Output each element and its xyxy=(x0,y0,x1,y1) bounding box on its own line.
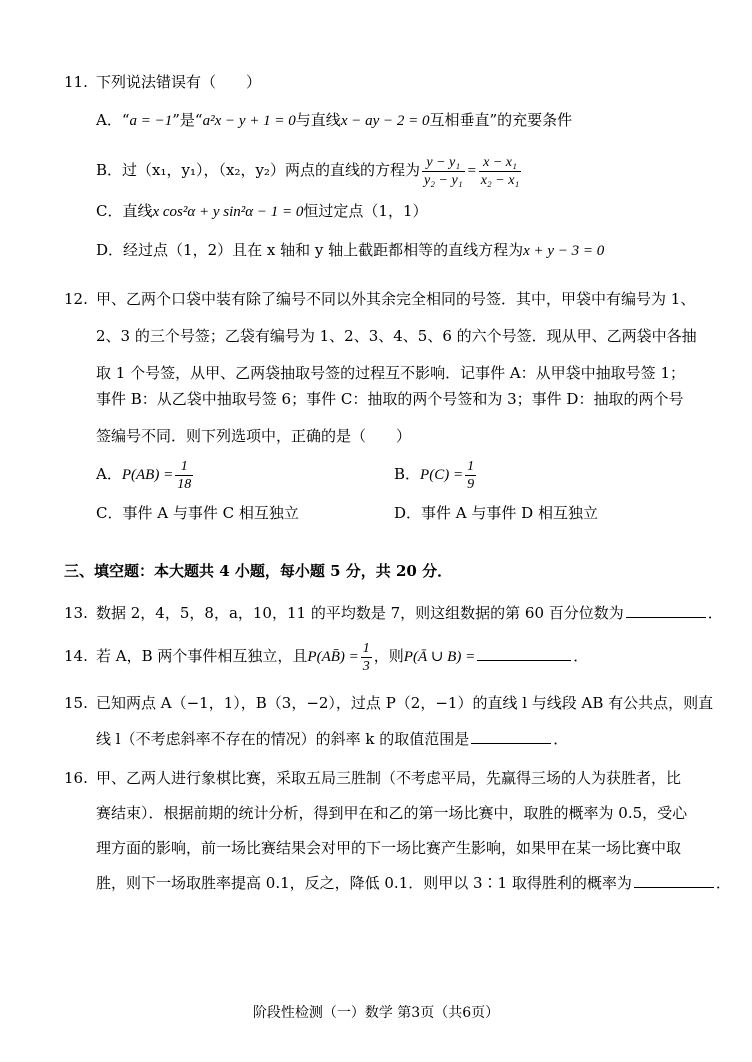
q14-text-1: 若 A，B 两个事件相互独立，且 xyxy=(96,647,308,665)
q14-answer-blank[interactable] xyxy=(477,646,571,661)
q12-number: 12. xyxy=(64,290,88,308)
q11-option-a-text-2: 与直线 xyxy=(295,111,341,129)
q11-option-c-label: C．直线 xyxy=(96,202,153,220)
q12-option-a-fraction xyxy=(175,458,193,493)
q12-line-1 xyxy=(64,289,695,309)
q11-number: 11. xyxy=(64,73,88,91)
q15-line-2 xyxy=(96,729,696,749)
q14-fraction xyxy=(361,640,372,675)
q12-option-a-label: A． xyxy=(96,465,122,483)
q11-option-b xyxy=(96,150,523,190)
q14-number: 14. xyxy=(64,647,88,665)
q12-option-d: D．事件 A 与事件 D 相互独立 xyxy=(394,504,598,522)
q11-stem xyxy=(64,72,261,92)
section-3-title: 三、填空题：本大题共 4 小题，每小题 5 分，共 20 分． xyxy=(64,562,453,580)
q11-option-b-fraction-2-numerator: x − x₁ xyxy=(479,154,522,172)
q16-number: 16. xyxy=(64,769,88,787)
q14-denominator: 3 xyxy=(362,658,370,674)
q11-option-b-fraction-2 xyxy=(479,154,522,189)
q12-option-c: C．事件 A 与事件 C 相互独立 xyxy=(96,504,299,522)
q13-text: 数据 2，4，5，8，a，10，11 的平均数是 7，则这组数据的第 60 百分位数为 xyxy=(96,604,624,622)
q12-option-b-label: B． xyxy=(394,465,421,483)
q12-option-b-fraction xyxy=(465,458,476,493)
q14-end: ． xyxy=(573,647,589,665)
q15-answer-blank[interactable] xyxy=(471,729,551,744)
q13-answer-blank[interactable] xyxy=(626,603,706,618)
q12-option-b-math: P(C) = xyxy=(420,467,464,483)
q11-option-d-math: x + y − 3 = 0 xyxy=(523,243,605,259)
q13-number: 13. xyxy=(64,604,88,622)
q12-line-5: 签编号不同．则下列选项中，正确的是（ ） xyxy=(96,427,412,445)
q11-option-a-text-3: 互相垂直”的充要条件 xyxy=(429,111,573,129)
q16-end: ． xyxy=(715,874,731,892)
q11-option-c-text: 恒过定点（1，1） xyxy=(303,202,428,220)
q12-option-a-numerator: 1 xyxy=(175,458,193,476)
q16-line-1 xyxy=(64,768,681,788)
q12-option-b-numerator: 1 xyxy=(467,458,475,474)
q11-option-d-text: D．经过点（1，2）且在 x 轴和 y 轴上截距都相等的直线方程为 xyxy=(96,241,524,259)
q15-text-2: 线 l（不考虑斜率不存在的情况）的斜率 k 的取值范围是 xyxy=(96,730,470,748)
q11-option-a-math-2: a²x − y + 1 = 0 xyxy=(202,113,296,129)
q16-text-4: 胜，则下一场取胜率提高 0.1，反之，降低 0.1．则甲以 3∶1 取得胜利的概率为 xyxy=(96,874,632,892)
q11-option-a-label: A．“ xyxy=(96,111,130,129)
q16-line-2: 赛结束）．根据前期的统计分析，得到甲在和乙的第一场比赛中，取胜的概率为 0.5，受心 xyxy=(96,804,688,822)
q12-text-1: 甲、乙两个口袋中装有除了编号不同以外其余完全相同的号签．其中，甲袋中有编号为 1、 xyxy=(96,290,696,308)
q11-option-b-equals: = xyxy=(466,163,477,179)
q11-option-b-fraction-1-denominator: y₂ − y₁ xyxy=(423,172,463,188)
q11-option-a-math-3: x − ay − 2 = 0 xyxy=(340,113,430,129)
q12-line-3: 取 1 个号签，从甲、乙两袋抽取号签的过程互不影响．记事件 A：从甲袋中抽取号签 1； xyxy=(96,364,685,382)
q16-answer-blank[interactable] xyxy=(634,873,714,888)
q14-text-2: ，则 xyxy=(373,647,404,665)
q11-option-c-math: x cos²α + y sin²α − 1 = 0 xyxy=(152,204,304,220)
q11-option-b-fraction-2-denominator: x₂ − x₁ xyxy=(480,172,520,188)
q12-option-a xyxy=(96,454,195,494)
q11-option-a-math-1: a = −1 xyxy=(129,113,173,129)
q15-number: 15. xyxy=(64,694,88,712)
q12-line-2: 2、3 的三个号签；乙袋有编号为 1、2、3、4、5、6 的六个号签．现从甲、乙两袋中各抽 xyxy=(96,327,697,345)
q11-option-a xyxy=(96,110,572,131)
q14 xyxy=(64,636,588,676)
q11-option-a-text-1: ”是“ xyxy=(172,111,203,129)
q14-math-2: P(Ā ∪ B) = xyxy=(403,649,476,665)
q12-option-b-denominator: 9 xyxy=(467,476,475,492)
q16-line-4 xyxy=(96,873,731,893)
q12-option-b xyxy=(394,454,478,494)
q16-line-3: 理方面的影响，前一场比赛结果会对甲的下一场比赛产生影响，如果甲在某一场比赛中取 xyxy=(96,839,682,857)
q14-numerator: 1 xyxy=(362,640,370,656)
q11-option-b-fraction-1-numerator: y − y₁ xyxy=(422,154,465,172)
q15-end: ． xyxy=(553,730,569,748)
q11-option-b-fraction-1 xyxy=(422,154,465,189)
page-footer: 阶段性检测（一）数学 第3页（共6页） xyxy=(252,1005,500,1021)
q15-text-1: 已知两点 A（−1，1），B（3，−2），过点 P（2，−1）的直线 l 与线段 AB 有公共点，则直 xyxy=(96,694,714,712)
q11-option-b-text: B．过（x₁，y₁），（x₂，y₂）两点的直线的方程为 xyxy=(96,161,420,179)
q16-text-1: 甲、乙两人进行象棋比赛，采取五局三胜制（不考虑平局，先赢得三场的人为获胜者，比 xyxy=(96,769,682,787)
q12-line-4: 事件 B：从乙袋中抽取号签 6；事件 C：抽取的两个号签和为 3；事件 D：抽取的两个号 xyxy=(96,390,684,408)
q13-end: ． xyxy=(707,604,723,622)
q14-math-1: P(AB̄) = xyxy=(307,649,359,665)
q11-stem-text: 下列说法错误有（ ） xyxy=(96,73,262,91)
q12-option-a-denominator: 18 xyxy=(177,476,192,492)
q13 xyxy=(64,603,723,623)
q15-line-1 xyxy=(64,693,713,713)
q12-option-a-math: P(AB) = xyxy=(121,467,174,483)
q11-option-c xyxy=(96,201,428,222)
q11-option-d xyxy=(96,240,604,261)
